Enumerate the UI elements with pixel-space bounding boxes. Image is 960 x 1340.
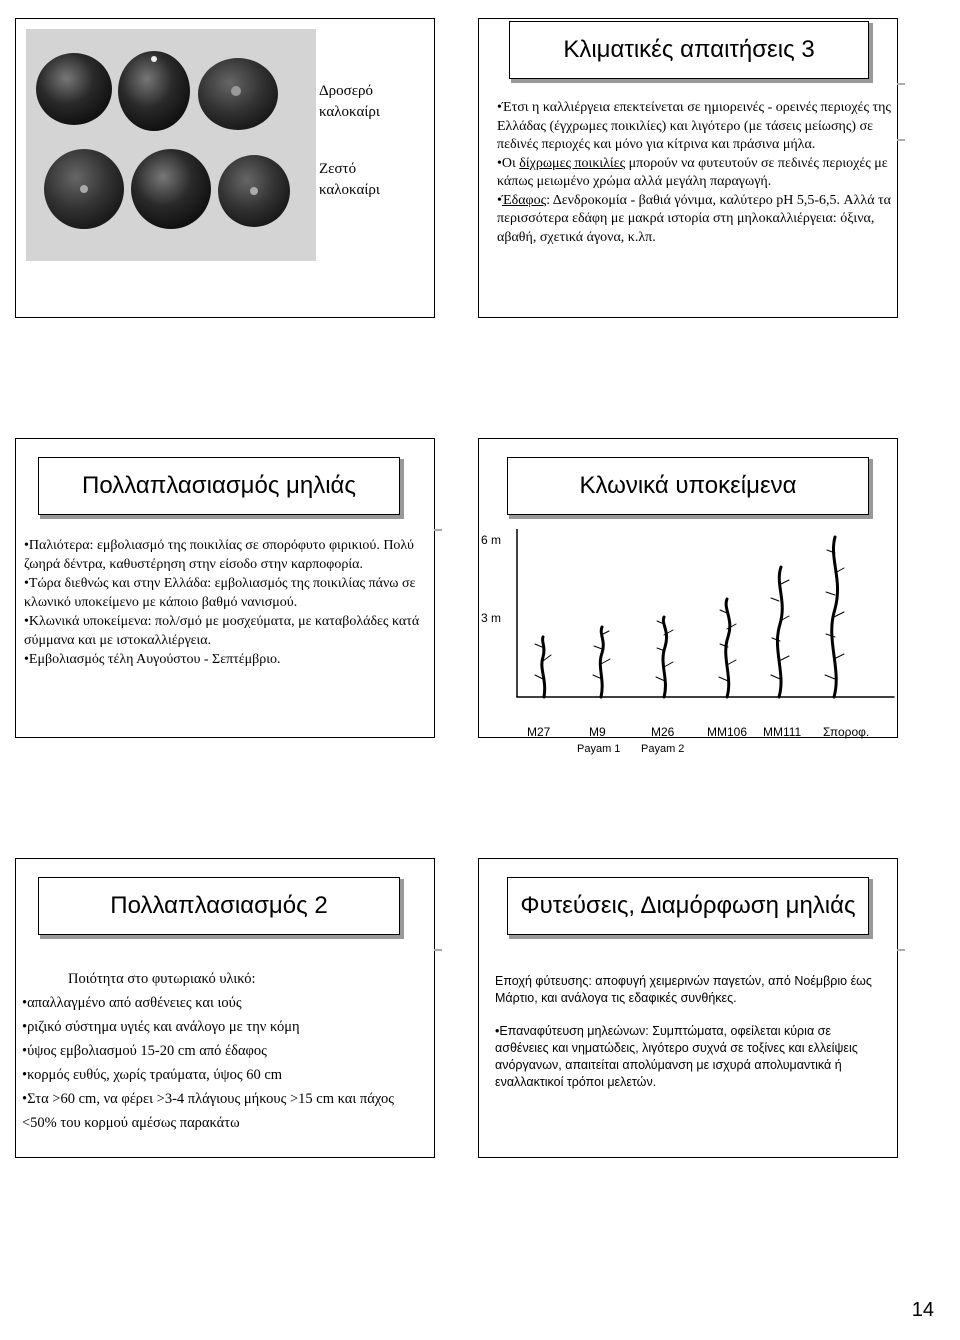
caption-cool-summer: Δροσερό καλοκαίρι xyxy=(319,83,380,120)
slide-propagation xyxy=(15,438,435,738)
label-m27: M27 xyxy=(527,725,551,739)
bullet: •Παλιότερα: εμβολιασμό της ποικιλίας σε σπορόφυτο φιρικιού. Πολύ ζωηρά δέντρα, καθυστέρηση στην είσοδο στην καρποφορία. xyxy=(24,538,414,572)
slide-title: Πολλαπλασιασμός 2 xyxy=(38,877,400,935)
slide-body xyxy=(495,973,880,1091)
label-seedling: Σποροφ. xyxy=(823,725,870,739)
label-payam-2: Payam 2 xyxy=(641,743,685,755)
edge-mark xyxy=(434,949,442,951)
tree-m26 xyxy=(663,617,667,697)
bullet: •Έδαφος: Δενδροκομία - βαθιά γόνιμα, καλύτερο pH 5,5-6,5. Αλλά τα περισσότερα εδάφη με μακρά ιστορία στη μηλοκαλλιέργεια: όξινα, αβαθή, σχετικά άγονα, κ.λπ. xyxy=(497,192,891,245)
rootstock-trees xyxy=(509,529,899,719)
slide-rootstocks xyxy=(478,438,898,755)
slide-title: Πολλαπλασιασμός μηλιάς xyxy=(38,457,400,515)
bullet: •Τώρα διεθνώς και στην Ελλάδα: εμβολιασμός της ποικιλίας πάνω σε κλωνικό υποκείμενο με κάποιο βαθμό νανισμού. xyxy=(24,576,416,610)
tree-mm111 xyxy=(777,567,782,697)
bullet: •Κλωνικά υποκείμενα: πολ/σμό με μοσχεύματα, με καταβολάδες κατά σύμμανα και με ιστοκαλλιέργεια. xyxy=(24,614,420,648)
slide-body xyxy=(22,967,422,1135)
edge-mark xyxy=(897,139,905,141)
label-m9: M9 xyxy=(589,725,606,739)
paragraph: Εποχή φύτευσης: αποφυγή χειμερινών παγετών, από Νοέμβριο έως Μάρτιο, και ανάλογα τις εδαφικές συνθήκες. xyxy=(495,974,872,1005)
slide-body xyxy=(497,99,892,247)
slide-title: Κλιματικές απαιτήσεις 3 xyxy=(509,21,869,79)
y-label-3m: 3 m xyxy=(481,611,502,625)
tree-m27 xyxy=(542,637,545,697)
bullet: •κορμός ευθύς, χωρίς τραύματα, ύψος 60 cm xyxy=(22,1067,283,1083)
edge-mark xyxy=(897,949,905,951)
bullet: •ριζικό σύστημα υγιές και ανάλογο με την κόμη xyxy=(22,1019,300,1035)
slide-body xyxy=(24,536,424,669)
y-label-6m: 6 m xyxy=(481,533,502,547)
edge-mark xyxy=(897,83,905,85)
slide-title: Κλωνικά υποκείμενα xyxy=(507,457,869,515)
apples-photo xyxy=(26,29,316,261)
bullet: •Οι δίχρωμες ποικιλίες μπορούν να φυτευτούν σε πεδινές περιοχές με κάπως μειωμένο χρώμα αλλά μεγάλη παραγωγή. xyxy=(497,155,888,189)
tree-mm106 xyxy=(726,599,730,697)
label-m26: M26 xyxy=(651,725,675,739)
page-number: 14 xyxy=(911,1299,934,1321)
label-mm111: MM111 xyxy=(763,725,802,739)
caption-hot-summer: Ζεστό καλοκαίρι xyxy=(319,161,380,198)
slide-title: Φυτεύσεις, Διαμόρφωση μηλιάς xyxy=(507,877,869,935)
slide-planting xyxy=(478,858,898,1158)
label-mm106: MM106 xyxy=(707,725,748,739)
bullet: •απαλλαγμένο από ασθένειες και ιούς xyxy=(22,995,242,1011)
edge-mark xyxy=(434,529,442,531)
tree-m9 xyxy=(600,627,603,697)
heading: Ποιότητα στο φυτωριακό υλικό: xyxy=(68,971,256,987)
bullet: •Εμβολιασμός τέλη Αυγούστου - Σεπτέμβριο. xyxy=(24,652,281,667)
bullet: •ύψος εμβολιασμού 15-20 cm από έδαφος xyxy=(22,1043,267,1059)
label-payam-1: Payam 1 xyxy=(577,743,621,755)
bullet: •Επαναφύτευση μηλεώνων: Συμπτώματα, οφείλεται κύρια σε ασθένειες και νηματώδεις, λιγότερο συχνά σε τοξίνες και ελλείψεις ανόργανων, απαιτείται απολύμανση με ισχυρά απολυμαντικά ή εναλλακτικοί τρόποι μελετών. xyxy=(495,1024,858,1089)
slide-propagation-2 xyxy=(15,858,435,1158)
slide-apples xyxy=(15,18,435,318)
bullet: •Στα >60 cm, να φέρει >3-4 πλάγιους μήκους >15 cm και πάχος <50% του κορμού αμέσως παρακάτω xyxy=(22,1091,394,1131)
slide-climate-3 xyxy=(478,18,898,318)
bullet: •Έτσι η καλλιέργεια επεκτείνεται σε ημιορεινές - ορεινές περιοχές της Ελλάδας (έγχρωμες ποικιλίες) και λιγότερο (με τάσεις μείωσης) σε πεδινές περιοχές και μόνο για κίτρινα και πράσινα μήλα. xyxy=(497,100,891,152)
